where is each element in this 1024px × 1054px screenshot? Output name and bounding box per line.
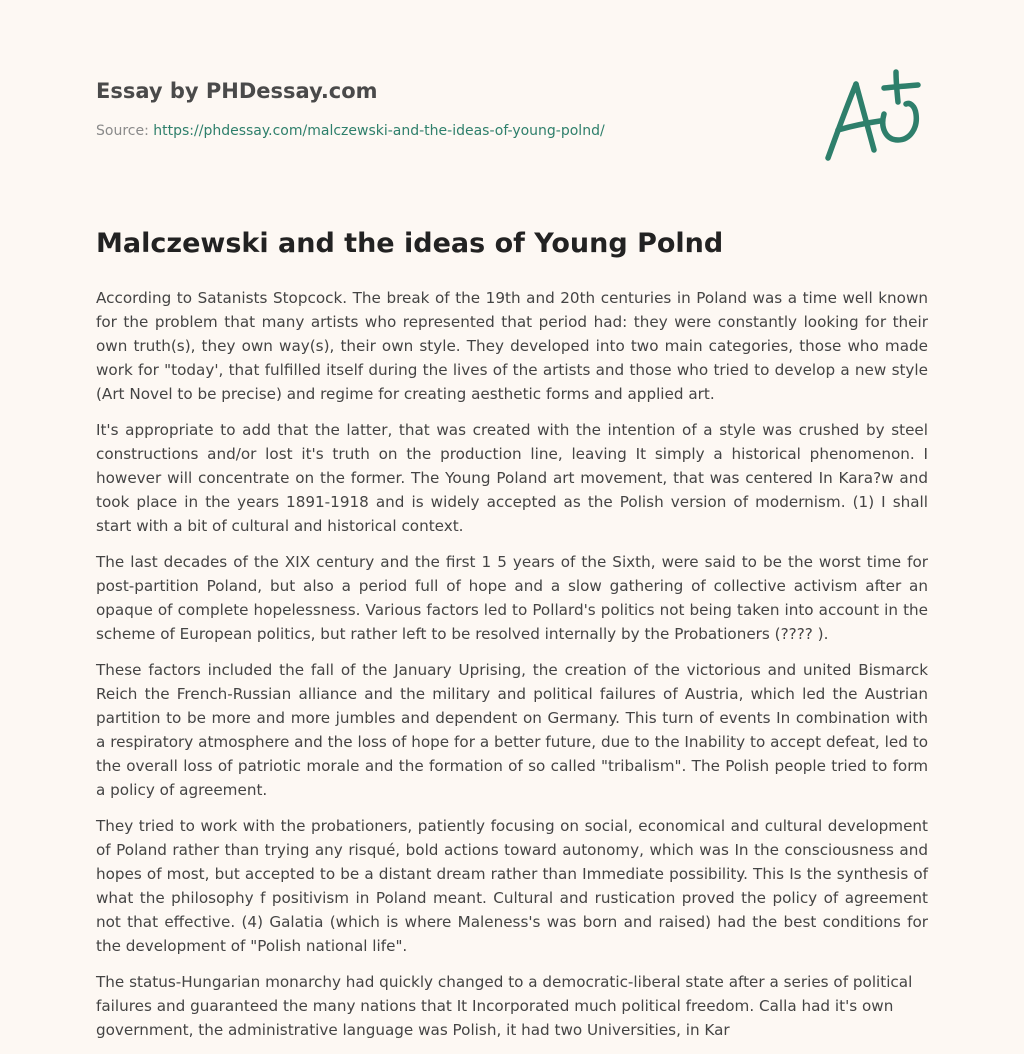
paragraph-1: According to Satanists Stopcock. The break of the 19th and 20th centuries in Poland was a time well known for the problem that many artists who represented that period had: they were constantly looking for their own truth(s), they own way(s), their own style. They developed into two main categories, those who made work for "today', that fulfilled itself during the lives of the artists and those who tried to develop a new style (Art Novel to be precise) and regime for creating aesthetic forms and applied art. xyxy=(96,289,928,403)
source-line xyxy=(96,122,796,140)
page-header xyxy=(96,78,796,140)
source-link[interactable]: https://phdessay.com/malczewski-and-the-ideas-of-young-polnd/ xyxy=(153,123,605,139)
site-title: Essay by PHDessay.com xyxy=(96,79,378,103)
source-label: Source: xyxy=(96,123,154,139)
document-title: Malczewski and the ideas of Young Polnd xyxy=(96,228,724,259)
paragraph-5: They tried to work with the probationers, patiently focusing on social, economical and cultural development of Poland rather than trying any risqué, bold actions toward autonomy, which was In the consciousness and hopes of most, but accepted to be a distant dream rather than Immediate possibility. This Is the synthesis of what the philosophy f positivism in Poland meant. Cultural and rustication proved the policy of agreement not that effective. (4) Galatia (which is where Maleness's was born and raised) had the best conditions for the development of "Polish national life". xyxy=(96,817,928,955)
paragraph-3: The last decades of the XIX century and the first 1 5 years of the Sixth, were said to be the worst time for post-partition Poland, but also a period full of hope and a slow gathering of collective activism after an opaque of complete hopelessness. Various factors led to Pollard's politics not being taken into account in the scheme of European politics, but rather left to be resolved internally by the Probationers (???? ). xyxy=(96,553,928,643)
paragraph-4: These factors included the fall of the January Uprising, the creation of the victorious and united Bismarck Reich the French-Russian alliance and the military and political failures of Austria, which led the Austrian partition to be more and more jumbles and dependent on Germany. This turn of events In combination with a respiratory atmosphere and the loss of hope for a better future, due to the Inability to accept defeat, led to the overall loss of patriotic morale and the formation of so called "tribalism". The Polish people tried to form a policy of agreement. xyxy=(96,661,928,799)
paragraph-6: The status-Hungarian monarchy had quickly changed to a democratic-liberal state after a series of political failures and guaranteed the many nations that It Incorporated much political freedom. Calla had it's own government, the administrative language was Polish, it had two Universities, in Kar xyxy=(96,973,913,1039)
paragraph-2: It's appropriate to add that the latter, that was created with the intention of a style was crushed by steel constructions and/or lost it's truth on the production line, leaving It simply a historical phenomenon. I however will concentrate on the former. The Young Poland art movement, that was centered In Kara?w and took place in the years 1891-1918 and is widely accepted as the Polish version of modernism. (1) I shall start with a bit of cultural and historical context. xyxy=(96,421,928,535)
essay-body xyxy=(96,226,928,1054)
a-plus-logo-icon xyxy=(818,66,930,166)
